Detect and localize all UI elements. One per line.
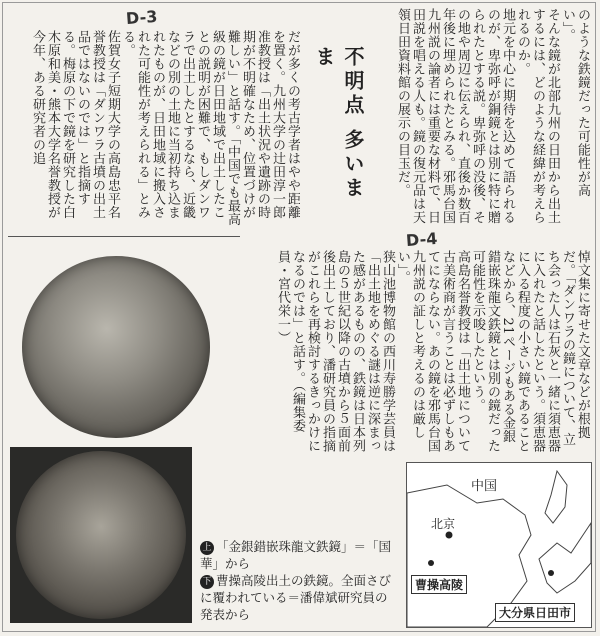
caption-upper <box>200 538 398 572</box>
map-label-site: 大分県日田市 <box>495 603 575 622</box>
mirror-photo-upper <box>22 256 210 438</box>
caption-upper-text: 「金銀錯嵌珠龍文鉄鏡」＝「国華」から <box>200 539 392 571</box>
annotation-mark-d3: D-3 <box>125 6 158 29</box>
mirror-photo-lower-bg <box>10 447 192 623</box>
headline: 不明点 多いまま <box>312 46 365 201</box>
article-text-top-right: のような鉄鏡だった可能性が高い」。 そんな鏡が北部九州の日田から出土するには、どのような経緯が考えられるのか。 地元を中心に期待を込めて語られるのが、卑弥呼が銅鏡とは別に特に贈られたとする説。卑弥呼の没後、その地や周辺に伝えられ、直後か数百年後に埋められたとみる。邪馬台国九州説の論者には重要な材料で、日田説を唱える人も。鏡の復元品は天領日田資料館の展示の目玉だ。 <box>395 8 590 224</box>
caption-lower-text: 曹操高陵出土の鉄鏡。全面さびに覆われている＝潘偉斌研究員の発表から <box>200 573 392 622</box>
caption-lower-badge: 下 <box>200 575 214 589</box>
map-label-country: 中国 <box>471 479 498 494</box>
map-label-tomb: 曹操高陵 <box>411 575 467 594</box>
photo-caption <box>200 538 398 623</box>
annotation-mark-d4: D-4 <box>405 228 438 251</box>
section-divider <box>8 236 240 237</box>
caption-upper-badge: 上 <box>200 541 214 555</box>
article-text-right-middle: 悼文集に寄せた文章などが根拠だ。「ダンワラの鏡について、立ち会った人は石灰と一緒に須恵器に入れたと話したという。須恵器に入る程度の小さい鏡であることなどから、21ページもある金銀錯嵌珠龍文鉄鏡とは別の鏡だった可能性を示唆したという。 高島名誉教授は「出土地について古美術商が言うことは必ずしもあてにならない。あの鏡を邪馬台国九州説の証しと考えるのは厳しい」。 狭山池博物館の西川寿勝学芸員は「出土地をめぐる謎は逆に深まった感があるものの、鉄鏡は日本列島の５世紀以降の古墳から５面前後出土しており、潘研究員の指摘がこれらを再検討するきっかけになるのでは」と話す。（編集委員・宮代栄一） <box>275 250 590 453</box>
mirror-photo-lower <box>16 451 186 619</box>
article-text-top-left: だが多くの考古学者はやや距離を置く。九州大学の辻田淳一郎准教授は「出土状況や遺跡の時期が不明確なため、位置づけが難しい」と話す。「中国でも最高級の鏡が日田地域で出土したことの説明が困難で、もしダンワラで出土したとするなら、近畿などの別の土地に当初持ち込まれたものが、日田地域に搬入された可能性が考えられる」とみる。 佐賀女子短期大学の高島忠平名誉教授は「ダンワラ古墳の出土品ではないのでは」と指摘する。梅原の下で鏡を研究した白木原和美・熊本大学名誉教授が今年、ある研究者の追 <box>30 30 300 226</box>
map-label-capital: 北京 <box>431 517 456 531</box>
caption-lower <box>200 572 398 623</box>
location-map <box>406 462 592 628</box>
